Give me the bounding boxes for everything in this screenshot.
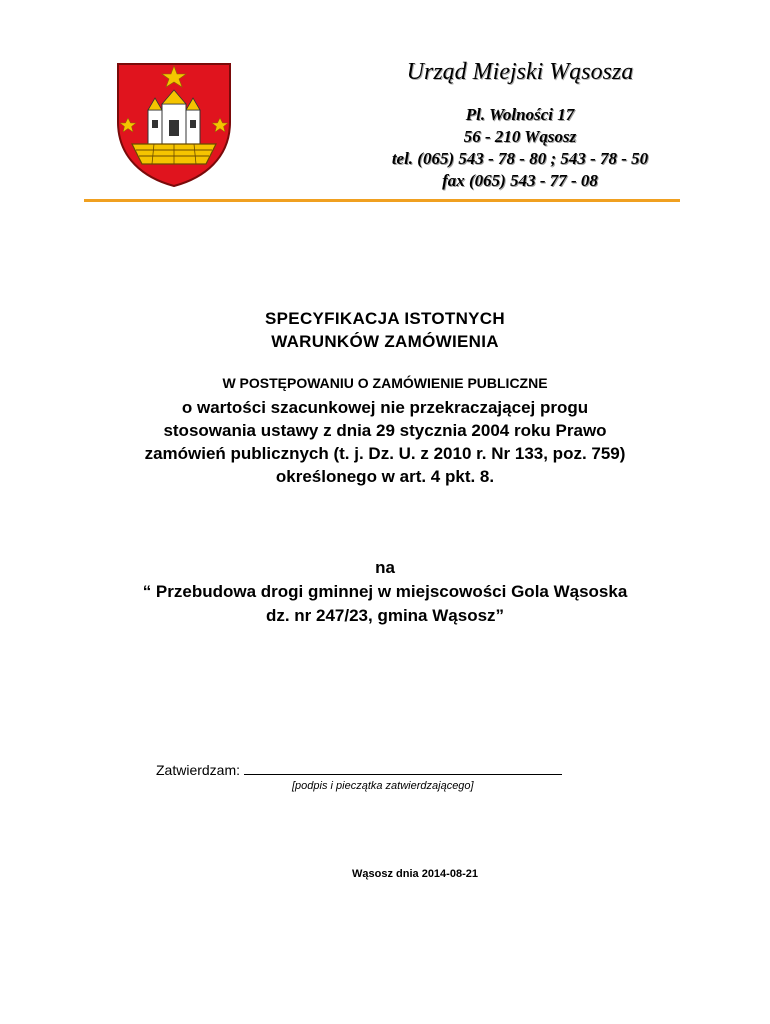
signature-line bbox=[244, 760, 562, 775]
procedure-line-3: zamówień publicznych (t. j. Dz. U. z 2010 r. Nr 133, poz. 759) bbox=[144, 444, 626, 463]
subject-line-1: “ Przebudowa drogi gminnej w miejscowości Gola Wąsoska bbox=[142, 582, 628, 601]
procedure-line-1: o wartości szacunkowej nie przekraczającej progu bbox=[181, 398, 589, 417]
signature-note: [podpis i pieczątka zatwierdzającego] bbox=[292, 780, 474, 792]
org-fax: fax (065) 543 - 77 - 08 bbox=[442, 171, 598, 190]
procedure-line-4: określonego w art. 4 pkt. 8. bbox=[275, 467, 495, 486]
org-header bbox=[330, 56, 710, 192]
procedure-description bbox=[0, 374, 770, 488]
org-phone: tel. (065) 543 - 78 - 80 ; 543 - 78 - 50 bbox=[391, 149, 649, 168]
order-subject bbox=[0, 556, 770, 628]
title-line-2: WARUNKÓW ZAMÓWIENIA bbox=[271, 332, 499, 351]
document-date: Wąsosz dnia 2014-08-21 bbox=[352, 868, 478, 880]
title-line-1: SPECYFIKACJA ISTOTNYCH bbox=[265, 309, 505, 328]
subject-line-2: dz. nr 247/23, gmina Wąsosz” bbox=[265, 606, 505, 625]
subject-prefix: na bbox=[375, 558, 395, 577]
document-title bbox=[0, 307, 770, 353]
coat-of-arms-icon bbox=[114, 60, 234, 188]
org-street: Pl. Wolności 17 bbox=[465, 105, 575, 124]
approval-row bbox=[156, 760, 562, 779]
org-name: Urząd Miejski Wąsosza bbox=[406, 59, 634, 85]
approval-label: Zatwierdzam: bbox=[156, 762, 241, 778]
org-city: 56 - 210 Wąsosz bbox=[463, 127, 577, 146]
procedure-line-2: stosowania ustawy z dnia 29 stycznia 2004 roku Prawo bbox=[163, 421, 607, 440]
header-divider bbox=[84, 199, 680, 202]
procedure-heading: W POSTĘPOWANIU O ZAMÓWIENIE PUBLICZNE bbox=[222, 375, 548, 391]
